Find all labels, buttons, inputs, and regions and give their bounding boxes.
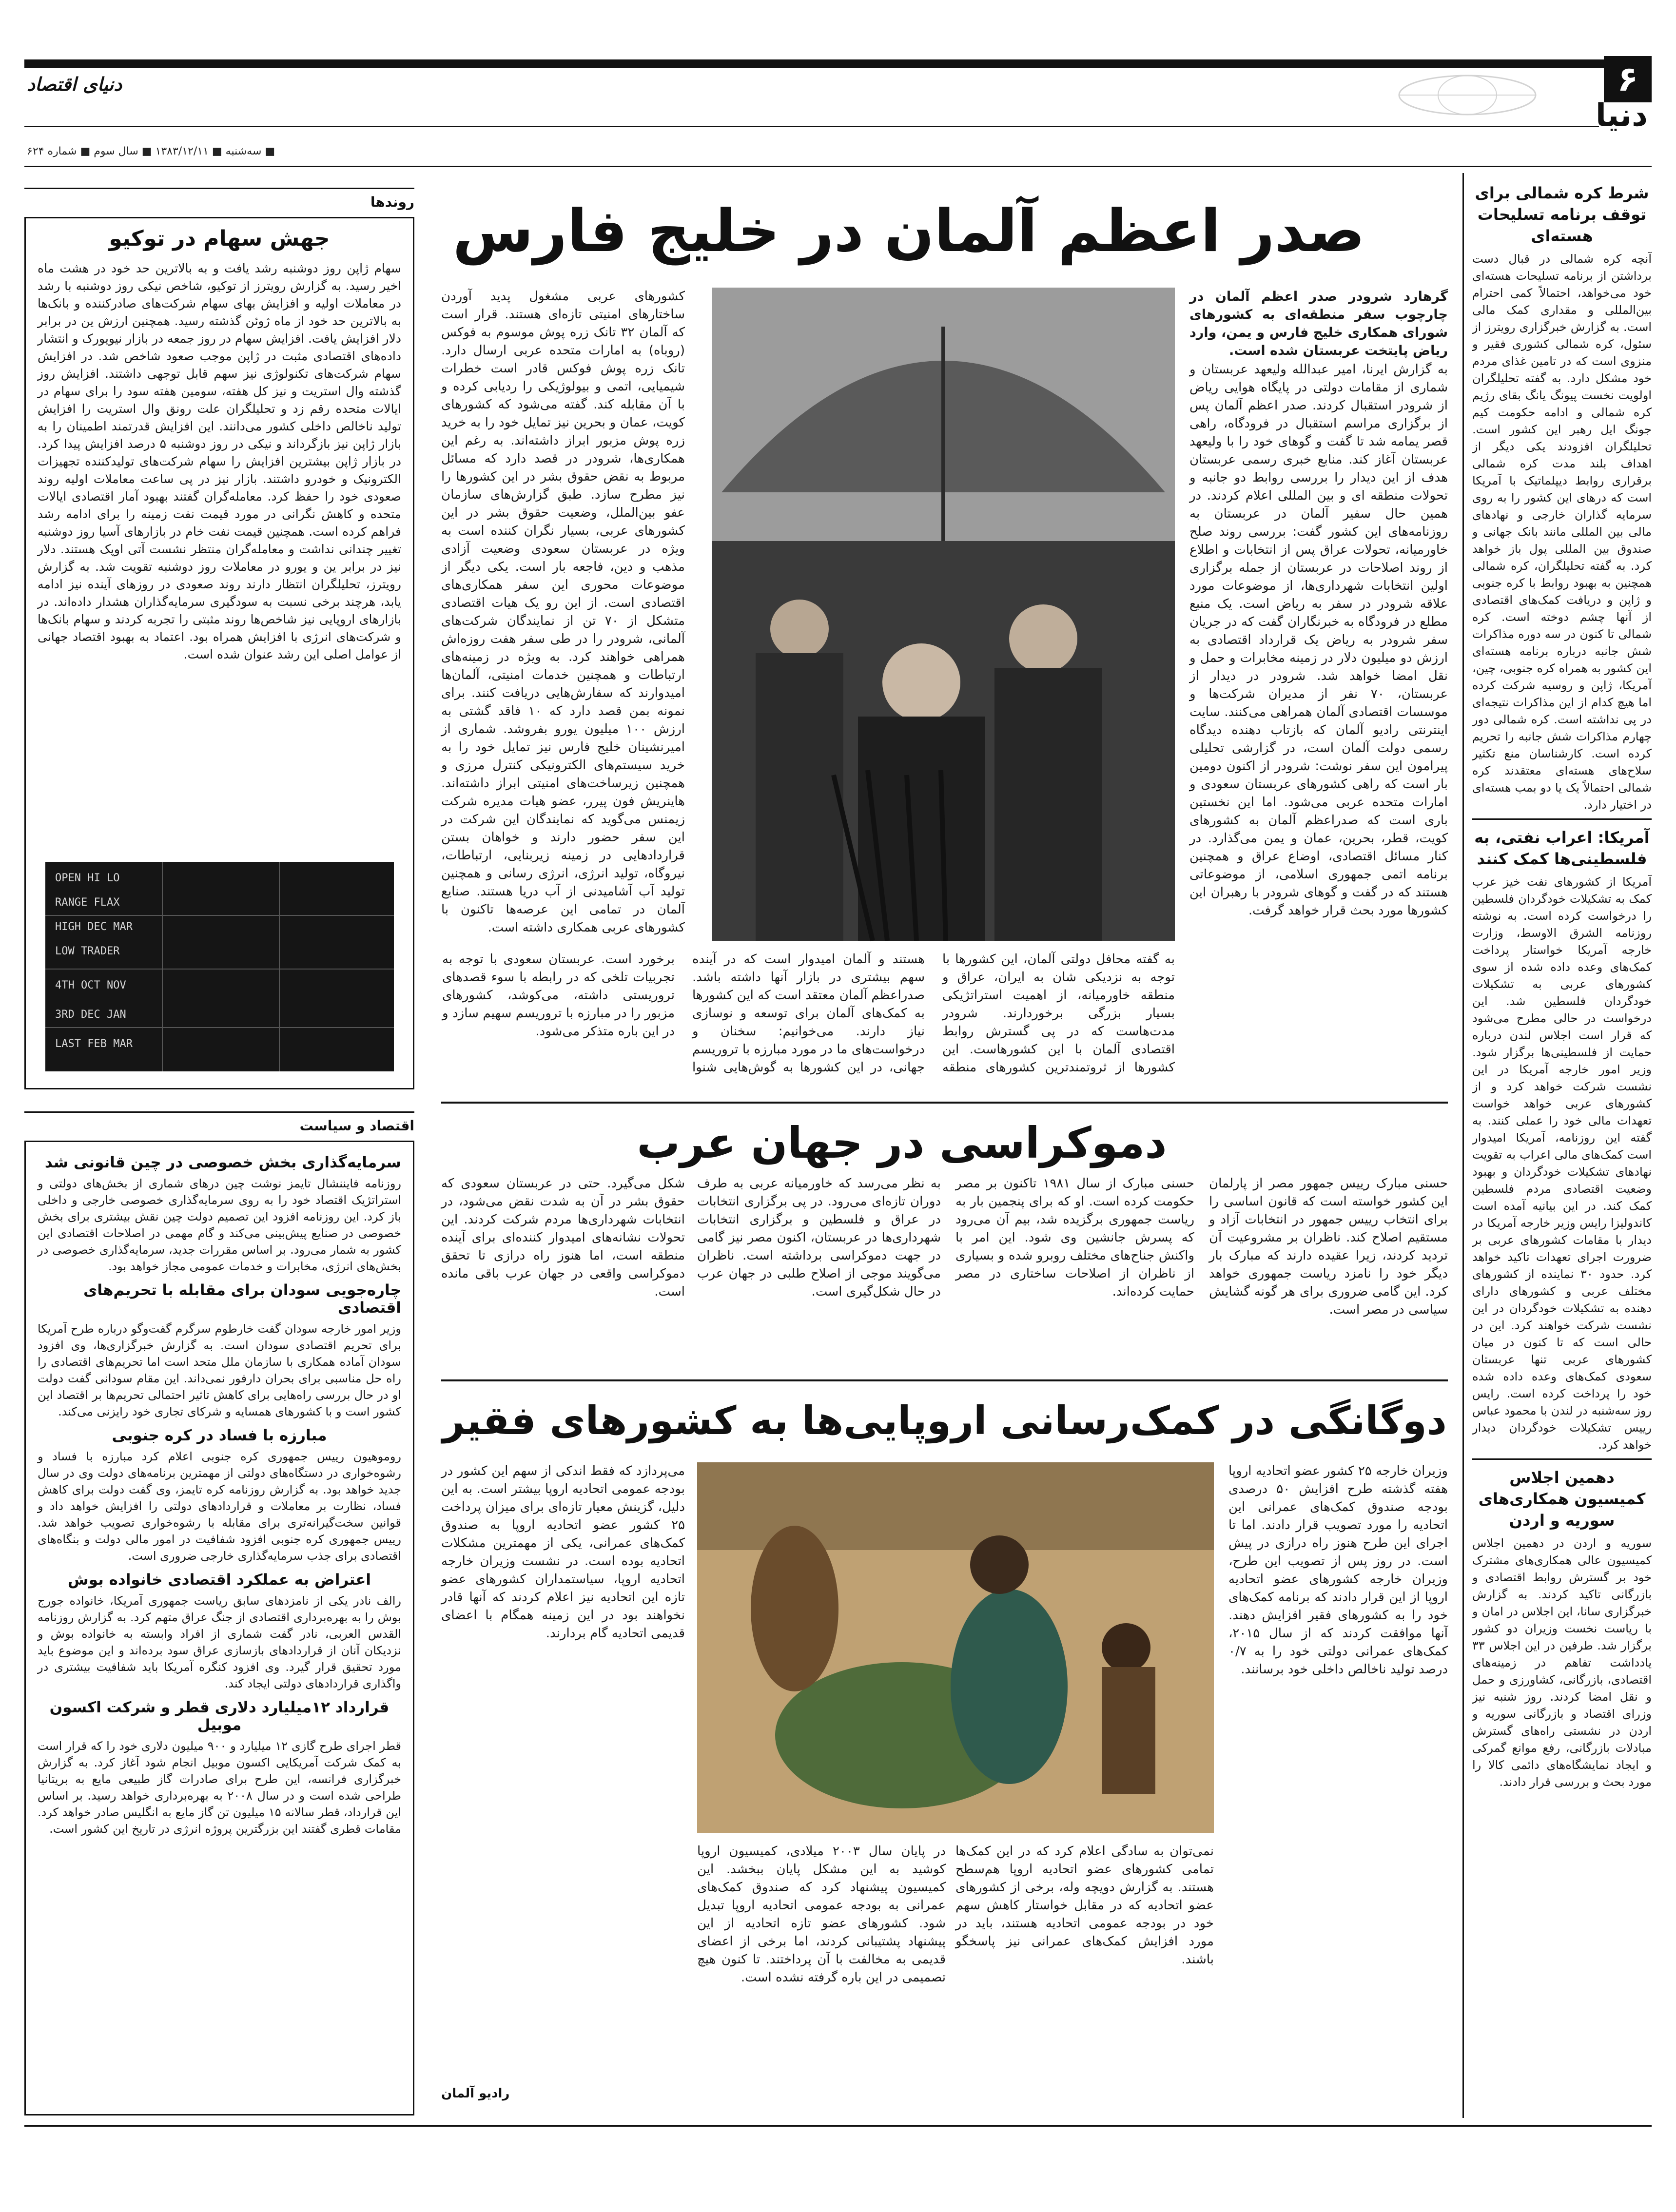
econ-item: [38, 1427, 401, 1564]
econ-item-body: روزنامه فایننشال تایمز نوشت چین درهای شماری از بخش‌های دولتی و استراتژیک اقتصاد خود را به روی سرمایه‌گذاری خصوصی خارجی و داخلی باز کرد. این روزنامه افزود این تصمیم دولت چین نقش بیشتری برای بخش خصوصی در صنایع پیش‌بینی می‌کند و گام مهمی در اصلاحات اقتصادی این کشور به شمار می‌رود. بر اساس مقررات جدید، سرمایه‌گذاری خصوصی در بخش‌های انرژی، مخابرات و خدمات عمومی مجاز خواهد بود.: [38, 1177, 401, 1273]
lead-col-2: به گفته محافل دولتی آلمان، این کشورها با توجه به نزدیکی شان به ایران، عراق و منطقه خاورمیانه، از اهمیت استراتژیکی بسیار بزرگی برخوردارند. شرودر مدت‌هاست که در پی گسترش روابط اقتصادی آلمان با این کشورهاست. این کشورها از ثروتمندترین کشورهای منطقه هستند و آلمان امیدوار است که در آینده سهم بیشتری در بازار آنها داشته باشد. صدراعظم آلمان معتقد است که این کشورها به کمک‌های آلمان برای توسعه و نوسازی نیاز دارند. می‌خوانیم: سخنان و درخواست‌های ما در مورد مبارزه با تروریسم جهانی، در این کشورها به گوش‌هایی شنوا برخورد است. عربستان سعودی با توجه به تجربیات تلخی که در رابطه با سوء قصدهای تروریستی داشته، می‌کوشد، کشورهای مزبور را در مبارزه با تروریسم سهیم سازد و در این باره متذکر می‌شود.: [442, 952, 1175, 1075]
section-title: دنیا: [1595, 97, 1648, 134]
econ-item: [38, 1154, 401, 1275]
svg-text:3RD DEC JAN: 3RD DEC JAN: [55, 1009, 126, 1021]
aid-col-2: می‌پردازد که فقط اندکی از سهم این کشور در بودجه عمومی اتحادیه اروپا بیشتر است. به این دلیل، گزینش معیار تازه‌ای برای میزان پرداخت ۲۵ کشور عضو اتحادیه اروپا به صندوق کمک‌های عمرانی، یکی از مهمترین مشکلات اتحادیه بوده است. در نشست وزیران خارجه اتحادیه اروپا، سیاستمداران کشورهای عضو تازه این اتحادیه نیز اعلام کردند که آنها قادر نخواهند بود در این زمینه همگام با اعضای قدیمی اتحادیه گام بردارند.: [441, 1464, 685, 1641]
us-body: آمریکا از کشورهای نفت خیز عرب کمک به تشکیلات خودگردان فلسطین را درخواست کرده است. به نوشته روزنامه الشرق الاوسط، وزارت خارجه آمریکا خواستار پرداخت کمک‌های وعده داده شده از سوی کشورهای عربی به تشکیلات خودگردان فلسطین شد. این درخواست در حالی مطرح می‌شود که قرار است اجلاس لندن درباره حمایت از فلسطینی‌ها برگزار شود. وزیر امور خارجه آمریکا در این نشست شرکت خواهد کرد و از کشورهای عربی خواهد خواست تعهدات مالی خود را عملی کنند. به گفته این روزنامه، آمریکا امیدوار است کمک‌های مالی اعراب به تقویت نهادهای تشکیلات خودگردان و بهبود وضعیت اقتصادی مردم فلسطین کمک کند. در این بیانیه آمده است کاندولیزا رایس وزیر خارجه آمریکا در دیدار با مقامات کشورهای عربی بر ضرورت اجرای تعهدات تاکید خواهد کرد. حدود ۳۰ نماینده از کشورهای مختلف عربی و کشورهای دارای دهنده به تشکیلات خودگردان در این نشست شرکت خواهند کرد. این در حالی است که تا کنون در میان کشورهای عربی تنها عربستان سعودی کمک‌های وعده داده شده خود را پرداخت کرده است. رایس روز سه‌شنبه در لندن با محمود عباس رییس تشکیلات خودگردان دیدار خواهد کرد.: [1472, 875, 1652, 1452]
econ-item: [38, 1571, 401, 1692]
us-title: آمریکا: اعراب نفتی، به فلسطینی‌ها کمک کنند: [1474, 828, 1650, 868]
democracy-col-4: شکل می‌گیرد. حتی در عربستان سعودی که حقوق بشر در آن به شدت نقض می‌شود، در انتخابات شهرداری‌ها مردم شرکت کردند. این تحولات نشانه‌های امیدوار کننده‌ای برای آینده منطقه است، اما هنوز راه درازی تا تحقق دموکراسی واقعی در جهان عرب باقی مانده است.: [441, 1176, 685, 1299]
econ-label-text: اقتصاد و سیاست: [299, 1118, 414, 1134]
nk-title: شرط کره شمالی برای توقف برنامه تسلیحات هسته‌ای: [1475, 184, 1649, 245]
econ-item-title: مبارزه با فساد در کره جنوبی: [112, 1427, 327, 1444]
econ-label: [24, 1111, 414, 1137]
svg-text:HIGH DEC MAR: HIGH DEC MAR: [55, 921, 133, 933]
sidebar-rule: [1472, 1458, 1652, 1460]
democracy-rule: [441, 1379, 1448, 1381]
svg-text:RANGE FLAX: RANGE FLAX: [55, 896, 120, 909]
aid-col-1: وزیران خارجه ۲۵ کشور عضو اتحادیه اروپا هفته گذشته طرح افزایش ۵۰ درصدی بودجه صندوق کمک‌های عمرانی این اتحادیه را مورد تصویب قرار دادند. اما تا اجرای این طرح هنوز راه درازی در پیش است. در روز پس از تصویب این طرح، وزیران خارجه کشورهای عضو اتحادیه اروپا از این قرار دادند که برنامه کمک‌های خود را به کشورهای فقیر افزایش دهند. آنها موافقت کردند که از سال ۲۰۱۵، کمک‌های عمرانی دولتی خود را به ۰/۷ درصد تولید ناخالص داخلی خود برسانند.: [1228, 1464, 1448, 1677]
svg-text:LAST FEB MAR: LAST FEB MAR: [55, 1038, 133, 1050]
aid-col-4: در پایان سال ۲۰۰۳ میلادی، کمیسیون اروپا کوشید به این مشکل پایان ببخشد. این کمیسیون پیشنهاد کرد که صندوق کمک‌های عمرانی به بودجه عمومی اتحادیه اروپا تبدیل شود. کشورهای عضو تازه اتحادیه از این پیشنهاد پشتیبانی کردند، اما برخی از اعضای قدیمی به مخالفت با آن پرداختند. تا کنون هیچ تصمیمی در این باره گرفته نشده است.: [697, 1844, 946, 1985]
democracy-headline: دموکراسی در جهان عرب: [637, 1118, 1167, 1168]
bottom-rule: [24, 2125, 1652, 2127]
dateline: ■ سه‌شنبه ■ ۱۳۸۳/۱۲/۱۱ ■ سال سوم ■ شماره ۶۲۴: [27, 145, 275, 157]
aid-headline: دوگانگی در کمک‌رسانی اروپایی‌ها به کشورهای فقیر: [442, 1398, 1447, 1443]
top-bar: [24, 59, 1618, 68]
democracy-col-1: حسنی مبارک رییس جمهور مصر از پارلمان این کشور خواسته است که قانون اساسی را برای انتخاب رییس جمهور در انتخابات آزاد و مستقیم اصلاح کند. ناظران بر مشروعیت آن تردید کردند، زیرا عقیده دارند که مبارک بار دیگر خود را نامزد ریاست جمهوری خواهد کرد. این گامی ضروری برای هر گونه گشایش سیاسی در مصر است.: [1209, 1176, 1448, 1317]
sidebar-rule: [1472, 818, 1652, 820]
trends-label: [24, 188, 414, 213]
top-thin-rule: [24, 126, 1599, 127]
stock-board-photo: [45, 862, 394, 1071]
lead-headline: صدر اعظم آلمان در خلیج فارس: [452, 197, 1365, 265]
right-sidebar: [1472, 175, 1652, 2115]
lead-col-3: کشورهای عربی مشغول پدید آوردن ساختارهای امنیتی تازه‌ای هستند. قرار است که آلمان ۳۲ تانک زره پوش موسوم به فوکس (روباه) به امارات متحده عربی ارسال دارد. تانک زره پوش فوکس قادر است خطرات شیمیایی، اتمی و بیولوژیکی را ردیابی کرده و با آن مقابله کند. گفته می‌شود که کشورهای کویت، عمان و بحرین نیز تمایل خود را به خرید زره پوش مزبور ابراز داشته‌اند. به رغم این همکاری‌ها، شرودر در قصد دارد که مسائل مربوط به نقض حقوق بشر در این کشورها را نیز مطرح سازد. طبق گزارش‌های سازمان عفو بین‌الملل، وضعیت حقوق بشر در این کشورهای عربی، بسیار نگران کننده است به ویژه در عربستان سعودی وضعیت آزادی مذهب و دین، فاجعه بار است. یکی دیگر از موضوعات محوری این سفر همکاری‌های اقتصادی است. از این رو یک هیات اقتصادی متشکل از ۷۰ تن از نمایندگان شرکت‌های آلمانی، شرودر را در طی سفر هفت روزه‌اش همراهی خواهند کرد. به ویژه در زمینه‌های ارتباطات و همچنین خدمات امنیتی، آلمان‌ها امیدوارند که سفارش‌هایی دریافت کنند. برای نمونه بمن قصد دارد که ۱۰ فاقد گشتی به ارزش ۱۰۰ میلیون یورو بفروشد. شماری از امیرنشینان خلیج فارس نیز تمایل خود را به خرید سیستم‌های الکترونیکی کنترل مرزی و همچنین زیرساخت‌های امنیتی ابراز داشته‌اند. هاینریش فون پیرر، عضو هیات مدیره شرکت زیمنس می‌گوید که نمایندگان این شرکت در این سفر حضور دارند و خواهان بستن قراردادهایی در زمینه زیربنایی، ارتباطات، نیروگاه، تولید انرژی، انرژی رسانی و همچنین تولید آب آشامیدنی از آب دریا هستند. صنایع آلمان در تمامی این عرصه‌ها تاکنون با کشورهای عربی همکاری داشته است.: [441, 289, 685, 935]
page-number: ۶: [1617, 59, 1638, 99]
svg-text:LOW TRADER: LOW TRADER: [55, 945, 120, 957]
svg-text:OPEN HI LO: OPEN HI LO: [55, 872, 120, 884]
democracy-col-2: حسنی مبارک از سال ۱۹۸۱ تاکنون بر مصر حکومت کرده است. او که برای پنجمین بار به ریاست جمهوری برگزیده شد، بیم آن می‌رود که پسرش جانشین وی شود. این امر با واکنش جناح‌های مختلف روبرو شده و بسیاری از ناظران از اصلاحات ساختاری در مصر حمایت کرده‌اند.: [955, 1176, 1194, 1299]
svg-text:4TH OCT NOV: 4TH OCT NOV: [55, 979, 126, 991]
econ-box: [24, 1141, 414, 2115]
tokyo-title: جهش سهام در توکیو: [109, 226, 330, 251]
econ-item-title: اعتراض به عملکرد اقتصادی خانواده بوش: [67, 1571, 371, 1589]
right-sidebar-divider: [1462, 173, 1464, 2118]
econ-item: [38, 1699, 401, 1837]
econ-item-body: وزیر امور خارجه سودان گفت خارطوم سرگرم گفت‌وگو درباره طرح آمریکا برای تحریم اقتصادی سودان است. به گزارش خبرگزاری‌ها، وی افزود سودان آماده همکاری با سازمان ملل متحد است اما تحریم‌های اقتصادی را راه حل مناسبی برای بحران دارفور نمی‌داند. این مقام سودانی گفت دولت او در حال بررسی راه‌هایی برای کاهش تاثیر احتمالی تحریم‌ها بر اقتصاد این کشور است و با کشورهای همسایه و شرکای تجاری خود رایزنی می‌کند.: [38, 1322, 401, 1418]
democracy-col-3: به نظر می‌رسد که خاورمیانه عربی به طرف دوران تازه‌ای می‌رود. در پی برگزاری انتخابات در عراق و فلسطین و برگزاری انتخابات شهرداری‌ها در عربستان، اکنون مصر نیز گامی در جهت دموکراسی برداشته است. ناظران می‌گویند موجی از اصلاح طلبی در جهان عرب در حال شکل‌گیری است.: [697, 1176, 941, 1299]
econ-item: [38, 1281, 401, 1420]
globe-icon: [1394, 73, 1540, 117]
econ-item-body: روموهیون رییس جمهوری کره جنوبی اعلام کرد مبارزه با فساد و رشوه‌خواری در دستگاه‌های دولتی از مهمترین برنامه‌های دولت وی در سال جدید خواهد بود. به گزارش روزنامه کره تایمز، وی گفت دولت برای کاهش فساد، نظارت بر معاملات و قراردادهای دولتی را افزایش خواهد داد و قوانین سخت‌گیرانه‌تری برای مقابله با رشوه‌خواری تصویب خواهد شد. رییس جمهوری کره جنوبی افزود شفافیت در امور مالی دولت و بنگاه‌های اقتصادی برای جذب سرمایه‌گذاری خارجی ضروری است.: [38, 1450, 401, 1563]
lead-intro: گرهارد شرودر صدر اعظم آلمان در چارچوب سفر منطقه‌ای به کشورهای شورای همکاری خلیج فارس و یمن، وارد ریاض پایتخت عربستان شده است.: [1189, 289, 1448, 358]
econ-item-title: چاره‌جویی سودان برای مقابله با تحریم‌های اقتصادی: [83, 1281, 401, 1317]
syria-title: دهمین اجلاس کمیسیون همکاری‌های سوریه و اردن: [1478, 1468, 1646, 1530]
lead-rule: [441, 1102, 1448, 1104]
tokyo-box: [24, 217, 414, 1089]
schroeder-image: [712, 288, 1175, 941]
nk-body: آنچه کره شمالی در قبال دست برداشتن از برنامه تسلیحات هسته‌ای خود می‌خواهد، احتمالاً کمی احترام بین‌المللی و مقداری کمک مالی است. به گزارش خبرگزاری رویترز از سئول، کره شمالی کشوری فقیر و منزوی است که در تامین غذای مردم خود مشکل دارد. به گفته تحلیلگران اولویت نخست پیونگ یانگ بقای رژیم کره شمالی و ادامه حکومت کیم جونگ ایل رهبر این کشور است. تحلیلگران افزودند یکی دیگر از اهداف بلند مدت کره شمالی برقراری روابط دیپلماتیک با آمریکا است که درهای این کشور را به روی سرمایه گذاران خارجی و نهادهای مالی بین المللی مانند بانک جهانی و صندوق بین المللی پول باز خواهد کرد. به گفته تحلیلگران، کره شمالی همچنین به بهبود روابط با کره جنوبی و ژاپن و دریافت کمک‌های اقتصادی از آنها چشم دوخته است. کره شمالی تا کنون در سه دوره مذاکرات شش جانبه درباره برنامه هسته‌ای این کشور به همراه کره جنوبی، چین، آمریکا، ژاپن و روسیه شرکت کرده اما هیچ کدام از این مذاکرات نتیجه‌ای در پی نداشته است. کره شمالی دور چهارم مذاکرات شش جانبه را تحریم کرده است. کارشناسان منع تکثیر سلاح‌های هسته‌ای معتقدند کره شمالی احتمالاً یک یا دو بمب هسته‌ای در اختیار دارد.: [1472, 252, 1652, 812]
lead-col-1: به گزارش ایرنا، امیر عبدالله ولیعهد عربستان و شماری از مقامات دولتی در پایگاه هوایی ریاض از شرودر استقبال کردند. صدر اعظم آلمان پس از برگزاری مراسم استقبال در فرودگاه، راهی قصر یمامه شد تا گفت و گوهای خود را با ولیعهد عربستان آغاز کند. منابع خبری رسمی عربستان هدف از این دیدار را بررسی روابط دو جانبه و تحولات منطقه ای و بین المللی اعلام کردند. در همین حال سفیر آلمان در عربستان به روزنامه‌های این کشور گفت: بررسی روند صلح خاورمیانه، تحولات عراق پس از انتخابات و اطلاع از روند اصلاحات در عربستان از جمله برگزاری اولین انتخابات شهرداری‌ها، از موضوعات مورد علاقه شرودر در سفر به ریاض است. یک منبع مطلع در فرودگاه به خبرنگاران گفت که در جریان سفر شرودر به ریاض یک قرارداد اقتصادی به ارزش دو میلیون دلار در زمینه مخابرات و حمل و نقل امضا خواهد شد. شرودر در دیدار از عربستان، ۷۰ نفر از مدیران شرکت‌ها و موسسات اقتصادی آلمان همراهی می‌کنند. سایت اینترنتی رادیو آلمان که بازتاب دهنده دیدگاه رسمی دولت آلمان است، در گزارشی تحلیلی پیرامون این سفر نوشت: شرودر از اکنون دومین بار است که راهی کشورهای عربستان سعودی و امارات متحده عربی می‌شود. اما این نخستین باری است که صدراعظم آلمان به کشورهای کویت، قطر، بحرین، عمان و یمن می‌گذارد. در کنار مسائل اقتصادی، اوضاع عراق و همچنین برنامه اتمی جمهوری اسلامی، از موضوعاتی هستند که در گفت و گوهای شرودر با رهبران این کشورها مورد بحث قرار خواهد گرفت.: [1189, 362, 1448, 918]
econ-item-body: رالف نادر یکی از نامزدهای سابق ریاست جمهوری آمریکا، خانواده جورج بوش را به بهره‌برداری اقتصادی از جنگ عراق متهم کرد. به گزارش روزنامه القدس العربی، نادر گفت شماری از افراد وابسته به خانواده بوش و نزدیکان آنان از قراردادهای بازسازی عراق سود برده‌اند و این موضوع باید مورد تحقیق قرار گیرد. وی افزود کنگره آمریکا باید شفافیت بیشتری در واگذاری قراردادهای دولتی ایجاد کند.: [38, 1594, 401, 1690]
stock-board-image: [45, 862, 394, 1071]
trends-label-text: روندها: [370, 194, 414, 210]
aid-photo: [697, 1462, 1214, 1833]
econ-item-title: سرمایه‌گذاری بخش خصوصی در چین قانونی شد: [44, 1154, 401, 1171]
masthead-rule-bottom: [24, 166, 1652, 167]
aid-byline: رادیو آلمان: [441, 2086, 510, 2101]
syria-body: سوریه و اردن در دهمین اجلاس کمیسیون عالی همکاری‌های مشترک خود بر گسترش روابط اقتصادی و بازرگانی تاکید کردند. به گزارش خبرگزاری سانا، این اجلاس در امان و با ریاست نخست وزیران دو کشور برگزار شد. طرفین در این اجلاس ۳۳ یادداشت تفاهم در زمینه‌های اقتصادی، بازرگانی، کشاورزی و حمل و نقل امضا کردند. روز شنبه نیز وزرای اقتصاد و بازرگانی سوریه و اردن در نشستی راه‌های گسترش مبادلات بازرگانی، رفع موانع گمرکی و ایجاد نمایشگاه‌های دائمی کالا را مورد بحث و بررسی قرار دادند.: [1472, 1536, 1652, 1789]
econ-item-title: قرارداد ۱۲میلیارد دلاری قطر و شرکت اکسون موبیل: [49, 1699, 390, 1734]
tokyo-body: سهام ژاپن روز دوشنبه رشد یافت و به بالاترین حد خود در هشت ماه اخیر رسید. به گزارش رویترز از توکیو، شاخص نیکی روز دوشنبه با رشد در معاملات اولیه و افزایش بهای سهام شرکت‌های صادرکننده و بانک‌ها به بالاترین حد خود از ماه ژوئن گذشته رسید. همچنین ارزش ین در برابر دلار افزایش یافت. افزایش سهام در روز جمعه در بازار نیویورک و انتشار داده‌های اقتصادی مثبت در ژاپن موجب صعود شاخص شد. در افزایش سهام شرکت‌های تکنولوژی نیز سهم قابل توجهی داشتند. افزایش روز گذشته وال استریت و نیز کل هفته، سومین هفته سود را برای سهام در ایالات متحده رقم زد و تحلیلگران علت رونق وال استریت را افزایش تولید ناخالص داخلی کشور می‌دانند. این افزایش قدرتمند اطمینان را به بازار ژاپن نیز بازگرداند و نیکی در روز دوشنبه ۵ درصد افزایش پیدا کرد. در بازار ژاپن بیشترین افزایش را سهام شرکت‌های تولیدکننده تجهیزات الکترونیک و خودرو داشتند. بازار نیز در پی ساعت معاملات اولیه روند صعودی خود را حفظ کرد. معامله‌گران گفتند بهبود آمار اقتصادی ایالات متحده و کاهش نگرانی در مورد قیمت نفت زمینه را برای ادامه رشد فراهم کرده است. همچنین قیمت نفت خام در بازارهای آسیا روز دوشنبه تغییر چندانی نداشت و معامله‌گران منتظر نشست آتی اوپک هستند. دلار نیز در برابر ین و یورو در معاملات روز دوشنبه تقویت شد. به گزارش رویترز، تحلیلگران انتظار دارند روند صعودی در روزهای آینده نیز ادامه یابد، هرچند برخی نسبت به سودگیری سرمایه‌گذاران هشدار داده‌اند. در بازارهای اروپایی نیز شاخص‌ها روند مثبتی را تجربه کردند و سهام بانک‌ها و شرکت‌های انرژی با افزایش همراه بود. اعتماد به بهبود اقتصاد جهانی از عوامل اصلی این رشد عنوان شده است.: [38, 261, 402, 661]
aid-image: [697, 1462, 1214, 1833]
econ-item-body: قطر اجرای طرح گازی ۱۲ میلیارد و ۹۰۰ میلیون دلاری خود را که قرار است به کمک شرکت آمریکایی اکسون موبیل انجام شود آغاز کرد. به گزارش خبرگزاری فرانسه، این طرح برای صادرات گاز طبیعی مایع به بریتانیا طراحی شده است و در سال ۲۰۰۸ به بهره‌برداری خواهد رسید. بر اساس این قرارداد، قطر سالانه ۱۵ میلیون تن گاز مایع به انگلیس صادر خواهد کرد. مقامات قطری گفتند این بزرگترین پروژه انرژی در تاریخ این کشور است.: [38, 1739, 401, 1836]
page-number-box: [1604, 56, 1652, 102]
aid-col-3: نمی‌توان به سادگی اعلام کرد که در این کمک‌ها تمامی کشورهای عضو اتحادیه اروپا هم‌سطح هستند. به گزارش دویچه وله، برخی از کشورهای عضو اتحادیه که در مقابل خواستار کاهش سهم خود در بودجه عمومی اتحادیه هستند، باید در مورد افزایش کمک‌های عمرانی نیز پاسخگو باشند.: [955, 1844, 1214, 1967]
paper-logo: دنیای اقتصاد: [27, 73, 122, 95]
schroeder-photo: [712, 288, 1175, 941]
